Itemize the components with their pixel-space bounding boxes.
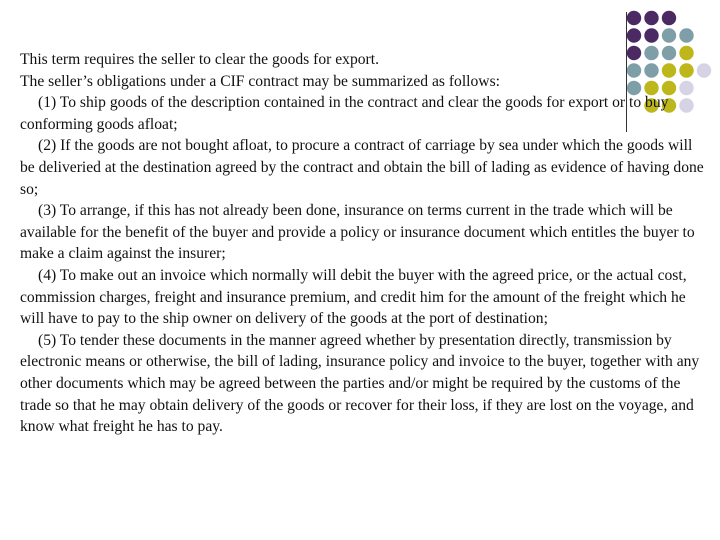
- decorative-dot: [679, 28, 693, 42]
- intro-line-1: This term requires the seller to clear the goods for export.: [20, 51, 379, 68]
- decorative-dot: [627, 28, 641, 42]
- decorative-dot: [662, 11, 676, 25]
- decorative-dot: [644, 11, 658, 25]
- decorative-dot: [644, 28, 658, 42]
- obligation-item-4: (4) To make out an invoice which normally will debit the buyer with the agreed price, or the actual cost, commission charges, freight and insurance premium, and credit him for the amount of the freight which he will have to pay to the ship owner on delivery of the goods at the port of destination;: [20, 266, 687, 328]
- intro-line-2: The seller’s obligations under a CIF contract may be summarized as follows:: [20, 72, 500, 90]
- obligation-item-2: (2) If the goods are not bought afloat, to procure a contract of carriage by sea under which the goods will be deliveried at the destination agreed by the contract and obtain the bill of lading as evidence of having done so;: [20, 137, 704, 198]
- decorative-dot: [662, 28, 676, 42]
- decorative-dot: [627, 11, 641, 25]
- obligation-item-5: (5) To tender these documents in the manner agreed whether by presentation directly, transmission by electronic means or otherwise, the bill of lading, insurance policy and invoice to the buyer, together with any other documents which may be agreed between the parties and/or might be required by the customs of the trade so that he may obtain delivery of the goods or recover for their loss, if they are lost on the voyage, and know what freight he has to pay.: [20, 331, 700, 436]
- obligation-item-1: (1) To ship goods of the description contained in the contract and clear the goods for export or to buy conforming goods afloat;: [20, 94, 669, 133]
- obligation-item-3: (3) To arrange, if this has not already been done, insurance on terms current in the trade which will be available for the benefit of the buyer and provide a policy or insurance document which entitles the buyer to make a claim against the insurer;: [20, 202, 695, 263]
- slide-text-body: [20, 49, 710, 438]
